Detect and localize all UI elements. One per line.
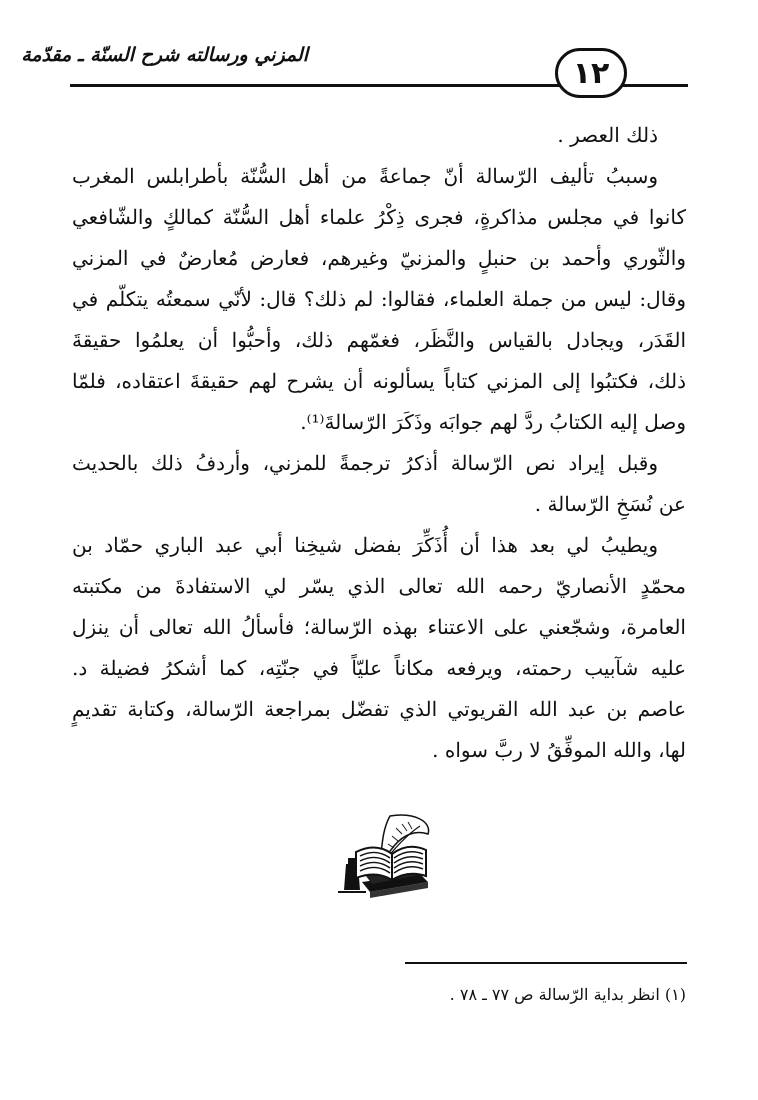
paragraph-1 [72, 115, 686, 156]
paragraph-2 [72, 156, 686, 443]
text-line: وسببُ تأليف الرّسالة أنّ جماعةً من أهل السُّنّة بأطرابلس المغرب [72, 164, 658, 188]
text-line: وقال: ليس من جملة العلماء، فقالوا: لم ذلك؟ قال: لأنّي سمعتُه يتكلّم في [72, 287, 686, 311]
text-line: عن نُسَخِ الرّسالة . [534, 492, 686, 516]
running-title: المزني ورسالته شرح السنّة ـ مقدّمة [21, 44, 308, 66]
text-line: وقبل إيراد نص الرّسالة أذكرُ ترجمةً للمزني، وأردفُ ذلك بالحديث [72, 451, 658, 475]
body-text [72, 115, 686, 771]
text-line: والثّوري وأحمد بن حنبلٍ والمزنيّ وغيرهم، فعارض مُعارضٌ في المزني [72, 246, 686, 270]
text-line: وصل إليه الكتابُ ردَّ لهم جوابَه وذَكَرَ الرّسالةَ⁽¹⁾. [300, 410, 686, 434]
text-line: ويطيبُ لي بعد هذا أن أُذَكِّرَ بفضل شيخِنا أبي عبد الباري حمّاد بن [72, 533, 658, 557]
text-line: عليه شآبيب رحمته، ويرفعه مكاناً عليّاً في جنّتِه، كما أشكرُ فضيلة د. [72, 656, 686, 680]
text-line: ذلك، فكتبُوا إلى المزني كتاباً يسألونه أن يشرح لهم حقيقةَ اعتقاده، فلمّا [72, 369, 686, 393]
footnote-rule [405, 962, 687, 964]
book-quill-ornament-icon [320, 812, 440, 904]
text-line: لها، والله الموفِّقُ لا ربَّ سواه . [432, 738, 686, 762]
text-line: القَدَر، ويجادل بالقياس والنَّظَر، فغمّهم ذلك، وأحبُّوا أن يعلمُوا حقيقةَ [72, 328, 686, 352]
footnote: (١) انظر بداية الرّسالة ص ٧٧ ـ ٧٨ . [449, 985, 686, 1004]
paragraph-4 [72, 525, 686, 771]
text-line: عاصم بن عبد الله القريوتي الذي تفضّل بمراجعة الرّسالة، وكتابة تقديمٍ [72, 697, 686, 721]
text-line: كانوا في مجلس مذاكرةٍ، فجرى ذِكْرُ علماء أهل السُّنّة كمالكٍ والشّافعي [72, 205, 686, 229]
text-line: ذلك العصر . [557, 123, 658, 147]
text-line: العامرة، وشجّعني على الاعتناء بهذه الرّسالة؛ فأسألُ الله تعالى أن ينزل [72, 615, 686, 639]
text-line: محمّدٍ الأنصاريّ رحمه الله تعالى الذي يسّر لي الاستفادةَ من مكتبته [72, 574, 686, 598]
page-number: ١٢ [555, 48, 627, 98]
paragraph-3 [72, 443, 686, 525]
